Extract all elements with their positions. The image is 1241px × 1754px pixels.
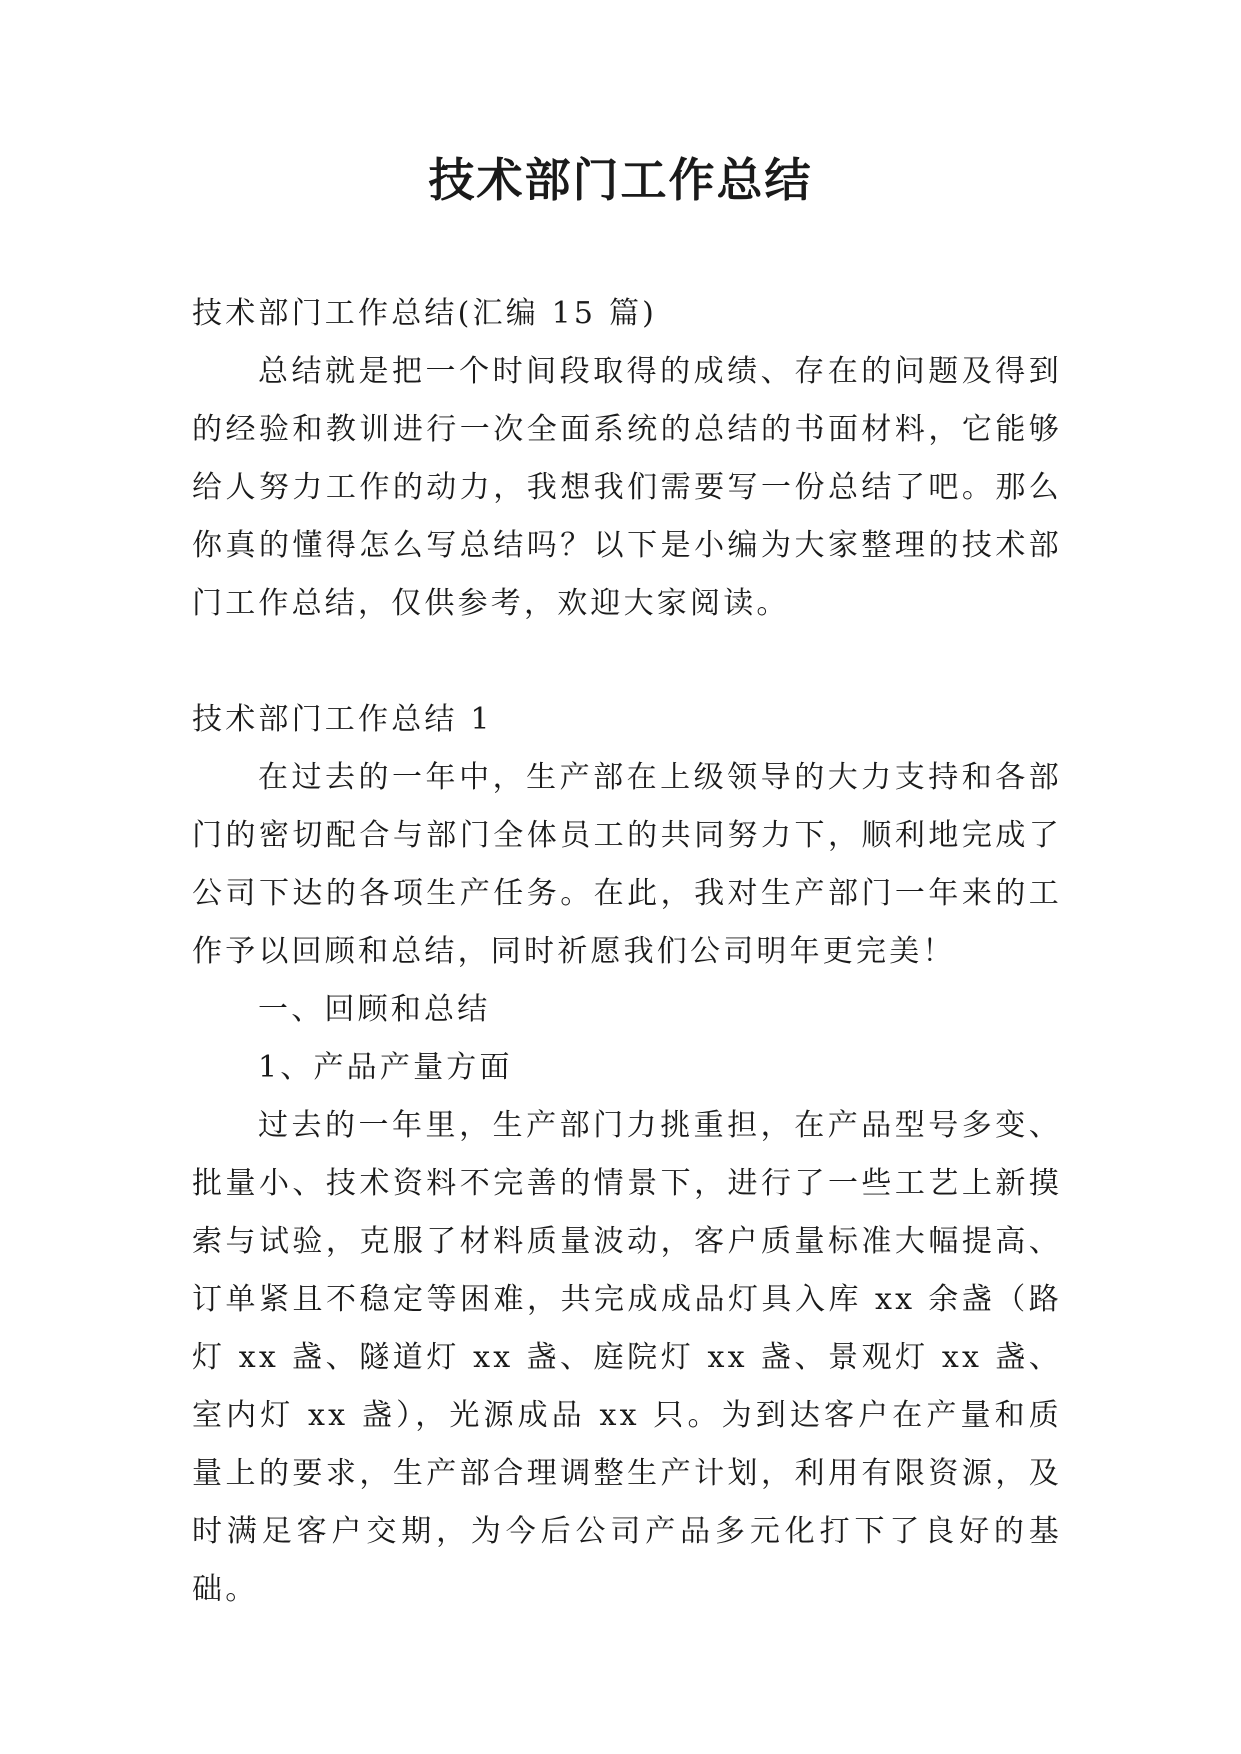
document-body: [192, 285, 1062, 1619]
heading-output: 1、产品产量方面: [258, 1050, 513, 1085]
intro-paragraph: 总结就是把一个时间段取得的成绩、存在的问题及得到的经验和教训进行一次全面系统的总结的书面材料，它能够给人努力工作的动力，我想我们需要写一份总结了吧。那么你真的懂得怎么写总结吗？以下是小编为大家整理的技术部门工作总结，仅供参考，欢迎大家阅读。: [192, 354, 1062, 621]
section-heading: 技术部门工作总结 1: [192, 702, 493, 737]
document-title: 技术部门工作总结: [428, 153, 813, 207]
output-paragraph: 过去的一年里，生产部门力挑重担，在产品型号多变、批量小、技术资料不完善的情景下，进行了一些工艺上新摸索与试验，克服了材料质量波动，客户质量标准大幅提高、订单紧且不稳定等困难，共完成成品灯具入库 xx 余盏（路灯 xx 盏、隧道灯 xx 盏、庭院灯 xx 盏、景观灯 xx 盏、室内灯 xx 盏），光源成品 xx 只。为到达客户在产量和质量上的要求，生产部合理调整生产计划，利用有限资源，及时满足客户交期，为今后公司产品多元化打下了良好的基础。: [192, 1108, 1062, 1607]
heading-review: 一、回顾和总结: [258, 992, 491, 1027]
document-subtitle: 技术部门工作总结(汇编 15 篇): [192, 296, 658, 331]
section-paragraph: 在过去的一年中，生产部在上级领导的大力支持和各部门的密切配合与部门全体员工的共同努力下，顺利地完成了公司下达的各项生产任务。在此，我对生产部门一年来的工作予以回顾和总结，同时祈愿我们公司明年更完美！: [192, 760, 1062, 969]
paragraph-spacer: [192, 633, 1062, 691]
